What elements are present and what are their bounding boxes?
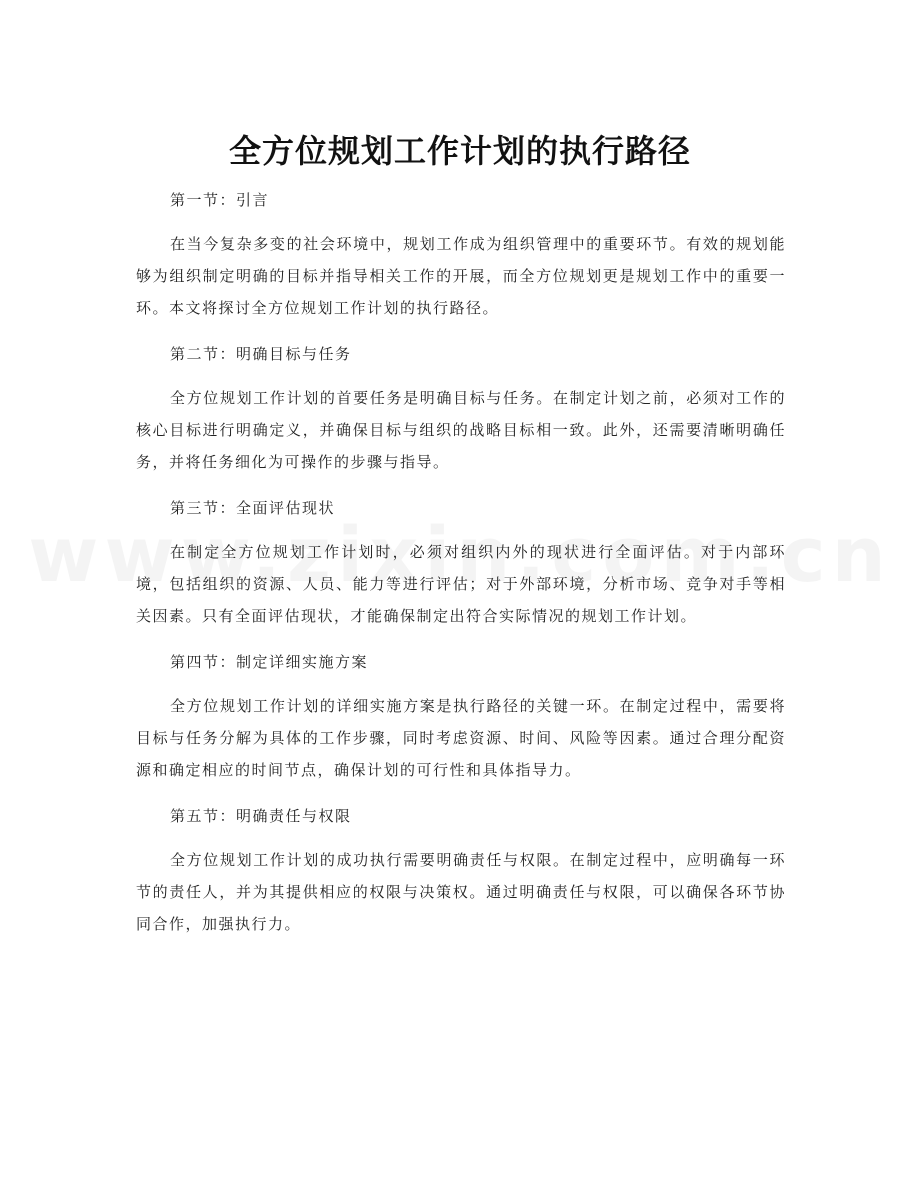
section-heading: 第一节：引言	[170, 191, 270, 209]
section-paragraph: 全方位规划工作计划的成功执行需要明确责任与权限。在制定过程中，应明确每一环节的责任人，并为其提供相应的权限与决策权。通过明确责任与权限，可以确保各环节协同合作，加强执行力。	[136, 851, 786, 933]
section-heading: 第五节：明确责任与权限	[170, 807, 352, 825]
section-3	[136, 492, 786, 632]
section-heading: 第二节：明确目标与任务	[170, 345, 352, 363]
section-5	[136, 800, 786, 940]
section-paragraph: 在制定全方位规划工作计划时，必须对组织内外的现状进行全面评估。对于内部环境，包括组织的资源、人员、能力等进行评估；对于外部环境，分析市场、竞争对手等相关因素。只有全面评估现状，才能确保制定出符合实际情况的规划工作计划。	[136, 543, 786, 625]
section-2	[136, 338, 786, 478]
section-4	[136, 646, 786, 786]
document-title: 全方位规划工作计划的执行路径	[228, 132, 691, 171]
section-paragraph: 全方位规划工作计划的首要任务是明确目标与任务。在制定计划之前，必须对工作的核心目标进行明确定义，并确保目标与组织的战略目标相一致。此外，还需要清晰明确任务，并将任务细化为可操作的步骤与指导。	[136, 389, 786, 471]
document-body	[136, 184, 786, 954]
section-heading: 第四节：制定详细实施方案	[170, 653, 369, 671]
section-heading: 第三节：全面评估现状	[170, 499, 336, 517]
section-paragraph: 全方位规划工作计划的详细实施方案是执行路径的关键一环。在制定过程中，需要将目标与任务分解为具体的工作步骤，同时考虑资源、时间、风险等因素。通过合理分配资源和确定相应的时间节点，确保计划的可行性和具体指导力。	[136, 697, 786, 779]
section-paragraph: 在当今复杂多变的社会环境中，规划工作成为组织管理中的重要环节。有效的规划能够为组织制定明确的目标并指导相关工作的开展，而全方位规划更是规划工作中的重要一环。本文将探讨全方位规划工作计划的执行路径。	[136, 235, 786, 317]
section-1	[136, 184, 786, 324]
